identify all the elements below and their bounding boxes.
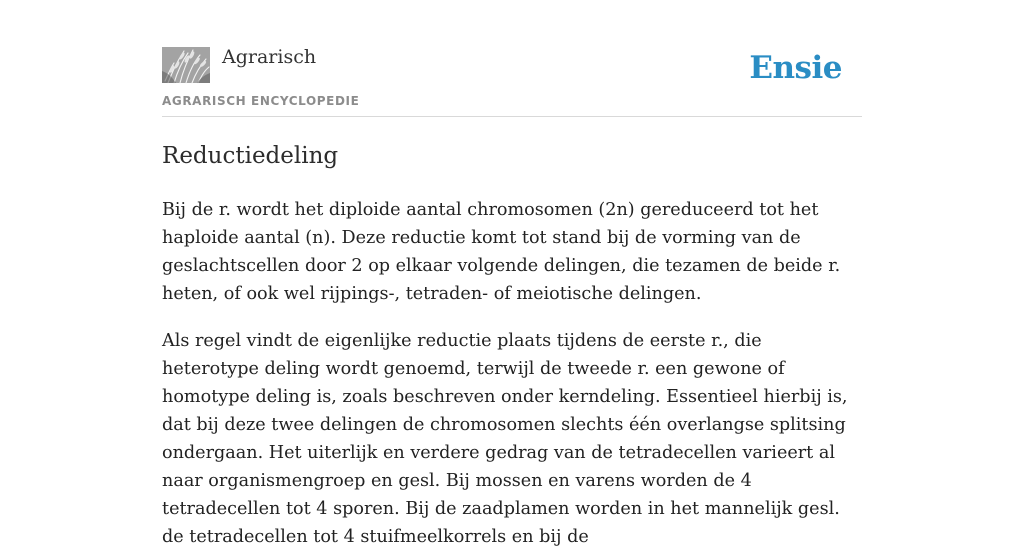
site-header [162,0,862,117]
encyclopedia-subtitle[interactable]: AGRARISCH ENCYCLOPEDIE [162,94,360,108]
article [162,141,862,551]
page-container [162,0,862,551]
site-name[interactable]: Agrarisch [222,46,317,68]
page-title: Reductiedeling [162,143,339,169]
article-paragraph: Bij de r. wordt het diploide aantal chromosomen (2n) gereduceerd tot het haploide aantal (n). Deze reductie komt tot stand bij de vorming van de geslachtscellen door 2 op elkaar volgende delingen, die tezamen de beide r. heten, of ook wel rijpings-, tetraden- of meiotische delingen. [162,200,841,304]
article-paragraph: Als regel vindt de eigenlijke reductie plaats tijdens de eerste r., die heterotype deling wordt genoemd, terwijl de tweede r. een gewone of homotype deling is, zoals beschreven onder kerndeling. Essentieel hierbij is, dat bij deze twee delingen de chromosomen slechts één overlangse splitsing ondergaan. Het uiterlijk en verdere gedrag van de tetradecellen varieert al naar organismengroep en gesl. Bij mossen en varens worden de 4 tetradecellen tot 4 sporen. Bij de zaadplamen worden in het mannelijk gesl. de tetradecellen tot 4 stuifmeelkorrels en bij de [162,331,848,547]
wheat-ears-icon[interactable] [162,47,210,83]
ensie-brand-logo[interactable]: Ensie [749,50,842,86]
